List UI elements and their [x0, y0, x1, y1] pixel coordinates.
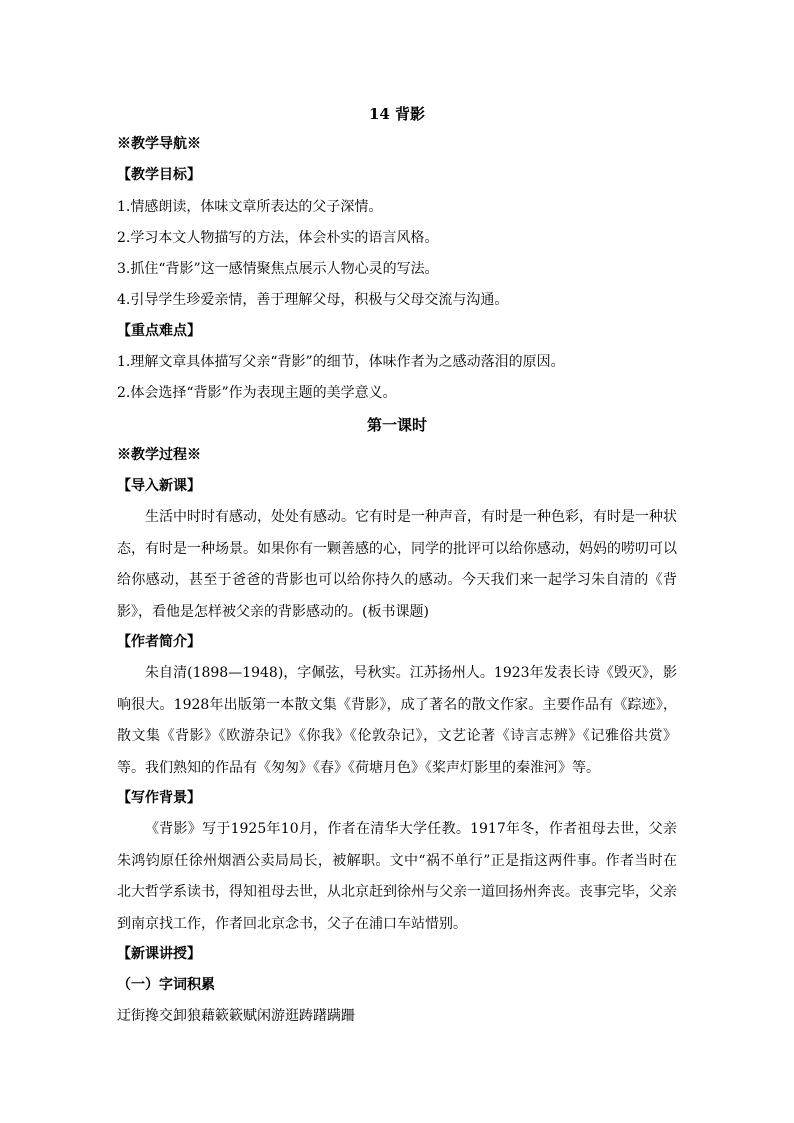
lesson-title: 14 背影 — [368, 105, 426, 123]
goals-heading: 【教学目标】 — [117, 167, 201, 183]
author-heading: 【作者简介】 — [117, 634, 201, 650]
goal-item: 3.抓住“背影”这一感情聚焦点展示人物心灵的写法。 — [117, 261, 439, 277]
vocab-list: 迂街搀交卸狼藉簌簌赋闲游逛踌躇蹒跚 — [117, 1008, 355, 1024]
background-paragraph: 《背影》写于1925年10月，作者在清华大学任教。1917年冬，作者祖母去世，父亲朱鸿钧原任徐州烟酒公卖局局长，被解职。文中“祸不单行”正是指这两件事。作者当时在北大哲学系读书，得知祖母去世，从北京赶到徐州与父亲一道回扬州奔丧。丧事完毕，父亲到南京找工作，作者回北京念书，父子在浦口车站惜别。 — [117, 821, 677, 932]
vocab-heading: （一）字词积累 — [117, 977, 215, 993]
process-heading: ※教学过程※ — [117, 447, 201, 463]
intro-paragraph: 生活中时时有感动，处处有感动。它有时是一种声音，有时是一种色彩，有时是一种状态，有时是一种场景。如果你有一颗善感的心，同学的批评可以给你感动，妈妈的唠叨可以给你感动，甚至于爸爸的背影也可以给你持久的感动。今天我们来一起学习朱自清的《背影》，看他是怎样被父亲的背影感动的。(板书课题) — [117, 509, 677, 620]
goal-item: 4.引导学生珍爱亲情，善于理解父母，积极与父母交流与沟通。 — [117, 292, 509, 308]
goal-item: 2.学习本文人物描写的方法，体会朴实的语言风格。 — [117, 230, 439, 246]
background-heading: 【写作背景】 — [117, 790, 201, 806]
key-heading: 【重点难点】 — [117, 323, 201, 339]
new-lesson-heading: 【新课讲授】 — [117, 946, 201, 962]
nav-heading: ※教学导航※ — [117, 136, 201, 152]
period-title: 第一课时 — [366, 416, 427, 434]
goal-item: 1.情感朗读，体味文章所表达的父子深情。 — [117, 199, 383, 215]
key-point: 2.体会选择“背影”作为表现主题的美学意义。 — [117, 385, 397, 401]
key-point: 1.理解文章具体描写父亲“背影”的细节，体味作者为之感动落泪的原因。 — [117, 354, 565, 370]
author-paragraph: 朱自清(1898—1948)，字佩弦，号秋实。江苏扬州人。1923年发表长诗《毁灭》，影响很大。1928年出版第一本散文集《背影》，成了著名的散文作家。主要作品有《踪迹》，散文集《背影》《欧游杂记》《你我》《伦敦杂记》，文艺论著《诗言志辨》《记雅俗共赏》等。我们熟知的作品有《匆匆》《春》《荷塘月色》《桨声灯影里的秦淮河》等。 — [117, 665, 677, 776]
intro-heading: 【导入新课】 — [117, 478, 201, 494]
